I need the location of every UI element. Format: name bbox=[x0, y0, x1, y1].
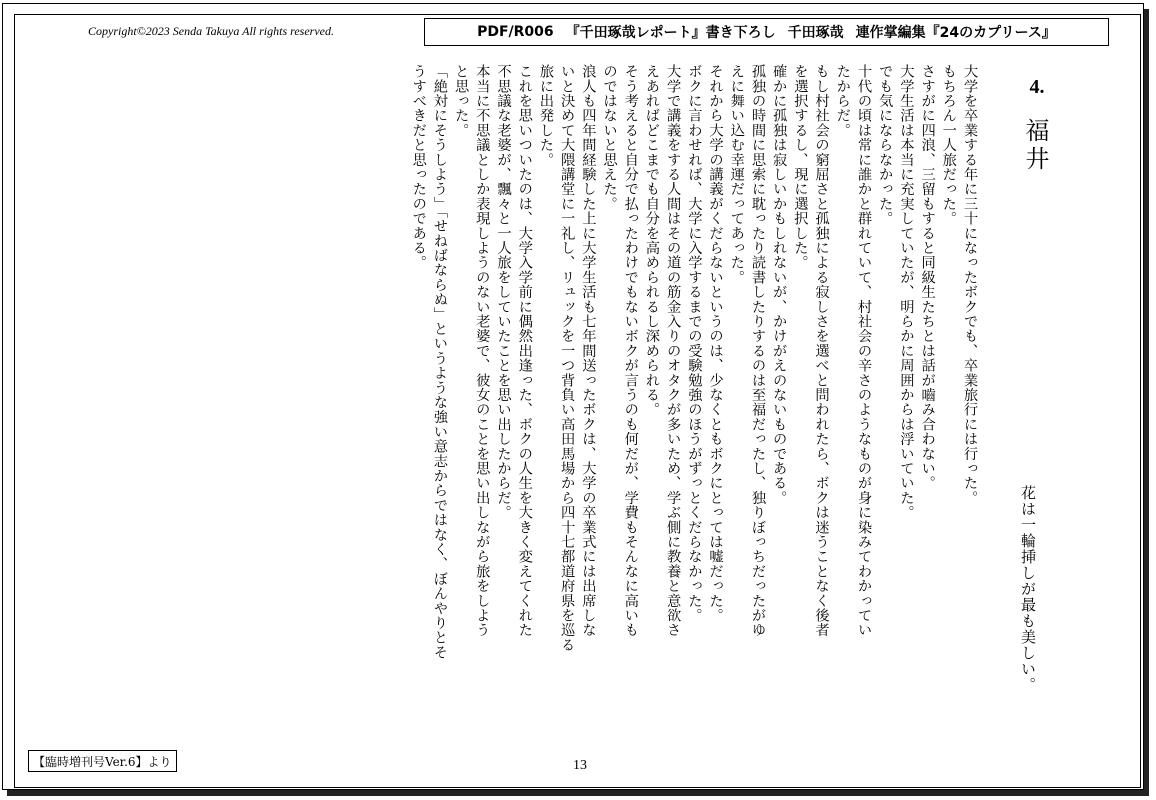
body-line: えに舞い込む幸運だってあった。 bbox=[728, 64, 745, 285]
body-line: のではないと思えた。 bbox=[601, 64, 618, 211]
body-line: 「絶対にそうしよう」「せねばならぬ」というような強い意志からではなく、ぼんやりとそ bbox=[431, 64, 448, 660]
body-line: 十代の頃は常に誰かと群れていて、村社会の辛さのようなものが身に染みてわかってい bbox=[855, 64, 872, 638]
body-line: 大学を卒業する年に三十になったボクでも、卒業旅行には行った。 bbox=[962, 64, 978, 505]
body-line: 確かに孤独は寂しいかもしれないが、かけがえのないものである。 bbox=[771, 64, 788, 505]
body-line: を選択するし、現に選択した。 bbox=[792, 64, 809, 270]
chapter-epigraph: 花は一輪挿しが最も美しい。 bbox=[1019, 485, 1037, 693]
body-line: いと決めて大隈講堂に一礼し、リュックを一つ背負い高田馬場から四十七都道府県を巡る bbox=[559, 64, 576, 652]
body-line: もちろん一人旅だった。 bbox=[940, 64, 957, 226]
body-line: 大学生活は本当に充実していたが、明らかに周囲からは浮いていた。 bbox=[898, 64, 915, 520]
chapter-title: 福井 bbox=[1021, 118, 1049, 174]
publication-name: 『千田琢哉レポート』書き下ろし bbox=[565, 25, 776, 41]
body-line: これを思いついたのは、大学入学前に偶然出逢った、ボクの人生を大きく変えてくれた bbox=[516, 64, 533, 638]
body-line: 孤独の時間に思索に耽ったり読書したりするのは至福だったし、独りぼっちだったがゆ bbox=[749, 64, 766, 638]
body-line: 浪人も四年間経験した上に大学生活も七年間送ったボクは、大学の卒業式には出席しな bbox=[580, 64, 597, 638]
body-line: 本当に不思議としか表現しようのない老婆で、彼女のことを思い出しながら旅をしよう bbox=[474, 64, 491, 638]
header-title-box bbox=[424, 18, 1109, 46]
body-line: さすがに四浪、三留もすると同級生たちとは話が嚙み合わない。 bbox=[919, 64, 936, 491]
document-code: PDF/R006 bbox=[477, 24, 554, 40]
body-line: と思った。 bbox=[453, 64, 470, 138]
body-line: でも気にならなかった。 bbox=[877, 64, 894, 226]
body-line: それから大学の講義がくだらないというのは、少なくともボクにとっては嘘だった。 bbox=[707, 64, 724, 623]
body-line: もし村社会の窮屈さと孤独による寂しさを選べと問われたら、ボクは迷うことなく後者 bbox=[813, 64, 830, 638]
body-line: 旅に出発した。 bbox=[537, 64, 554, 167]
author-name: 千田琢哉 bbox=[787, 25, 844, 41]
page-number: 13 bbox=[573, 758, 587, 773]
body-line: ボクに言わせれば、大学に入学するまでの受験勉強のほうがずっとくだらなかった。 bbox=[686, 64, 703, 623]
body-line: 大学で講義をする人間はその道の筋金入りのオタクが多いため、学ぶ側に教養と意欲さ bbox=[665, 64, 682, 638]
body-line: そう考えると自分で払ったわけでもないボクが言うのも何だが、学費もそんなに高いも bbox=[622, 64, 639, 638]
series-title: 連作掌編集『24のカプリース』 bbox=[855, 25, 1056, 41]
body-line: 不思議な老婆が、飄々と一人旅をしていたことを思い出したからだ。 bbox=[495, 64, 512, 520]
copyright-notice: Copyright©2023 Senda Takuya All rights reserved. bbox=[88, 24, 334, 38]
body-text bbox=[100, 64, 980, 764]
body-line: たからだ。 bbox=[834, 64, 851, 138]
chapter-number: 4. bbox=[1029, 76, 1045, 98]
body-line: うすべきだと思ったのである。 bbox=[410, 64, 427, 270]
source-label: 【臨時増刊号Ver.6】より bbox=[28, 750, 177, 772]
body-line: えあればどこまでも自分を高められるし深められる。 bbox=[643, 64, 660, 417]
